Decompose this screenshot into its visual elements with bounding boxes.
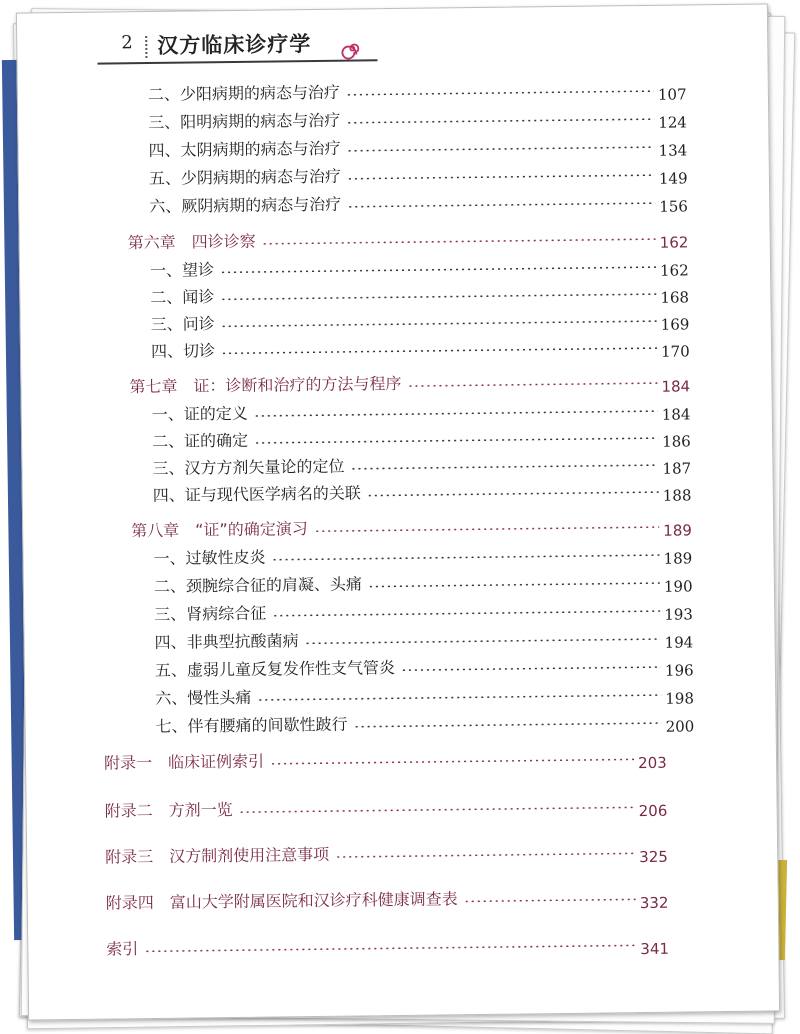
toc-item-row xyxy=(151,332,711,365)
toc-label: 一、望诊 xyxy=(149,260,215,281)
toc-item-row xyxy=(149,187,709,220)
table-of-contents xyxy=(17,4,779,1019)
toc-item-row xyxy=(155,707,715,740)
toc-label: 附录一 临床证例索引 xyxy=(103,751,265,773)
toc-label: 一、证的定义 xyxy=(151,403,248,424)
toc-page-number: 206 xyxy=(638,801,668,821)
leader-dots xyxy=(346,90,654,96)
toc-page-number: 198 xyxy=(665,689,695,708)
leader-dots xyxy=(347,146,655,152)
leader-dots xyxy=(273,610,661,617)
toc-label: 二、少阳病期的病态与治疗 xyxy=(147,82,340,105)
toc-chapter-row xyxy=(106,929,718,962)
leader-dots xyxy=(272,554,660,561)
leader-dots xyxy=(401,666,661,671)
leader-dots xyxy=(221,347,657,354)
toc-item-row xyxy=(149,159,709,192)
toc-label: 六、慢性头痛 xyxy=(155,687,252,708)
toc-page-number: 124 xyxy=(658,113,688,132)
leader-dots xyxy=(254,410,658,417)
toc-page-number: 332 xyxy=(639,893,669,913)
toc-chapter-row xyxy=(105,837,717,870)
leader-dots xyxy=(367,491,659,497)
toc-label: 索引 xyxy=(106,939,139,959)
toc-page-number: 134 xyxy=(658,141,688,160)
toc-page-number: 184 xyxy=(661,377,691,396)
leader-dots xyxy=(220,266,656,273)
leader-dots xyxy=(262,238,656,245)
toc-page-number: 187 xyxy=(662,459,692,478)
leader-dots xyxy=(354,722,662,728)
toc-page-number: 170 xyxy=(660,342,690,361)
toc-label: 四、太阴病期的病态与治疗 xyxy=(148,138,341,161)
toc-page-number: 194 xyxy=(664,633,694,652)
toc-label: 二、证的确定 xyxy=(152,430,249,451)
leader-dots xyxy=(351,464,659,470)
book-title: 汉方临床诊疗学 xyxy=(157,32,312,58)
leader-dots xyxy=(347,174,655,180)
toc-label: 四、证与现代医学病名的关联 xyxy=(152,483,361,505)
leader-dots xyxy=(258,694,662,701)
toc-item-row xyxy=(155,679,715,712)
toc-page-number: 196 xyxy=(664,661,694,680)
toc-label: 一、过敏性皮炎 xyxy=(153,547,266,568)
leader-dots xyxy=(239,806,635,813)
toc-label: 第六章 四诊诊察 xyxy=(127,231,256,253)
toc-label: 三、阳明病期的病态与治疗 xyxy=(148,110,341,133)
toc-page-number: 107 xyxy=(657,85,687,104)
toc-page-number: 190 xyxy=(663,577,693,596)
leader-dots xyxy=(348,202,656,208)
toc-page-number: 169 xyxy=(660,315,690,334)
leader-dots xyxy=(254,437,658,444)
toc-item-row xyxy=(154,623,714,656)
toc-label: 附录二 方剂一览 xyxy=(104,800,233,821)
toc-item-row xyxy=(154,567,714,600)
toc-page xyxy=(16,3,780,1020)
toc-page-number: 193 xyxy=(664,605,694,624)
toc-page-number: 162 xyxy=(659,233,689,252)
toc-label: 四、切诊 xyxy=(150,341,216,362)
toc-item-row xyxy=(153,539,713,572)
toc-label: 五、虚弱儿童反复发作性支气管炎 xyxy=(154,658,396,680)
toc-label: 三、汉方方剂矢量论的定位 xyxy=(152,456,345,478)
leader-dots xyxy=(305,638,661,644)
toc-page-number: 168 xyxy=(660,288,690,307)
toc-label: 第八章 “证”的确定演习 xyxy=(131,519,308,541)
toc-item-row xyxy=(154,595,714,628)
toc-label: 附录四 富山大学附属医院和汉诊疗科健康调查表 xyxy=(105,889,458,913)
toc-item-row xyxy=(155,651,715,684)
toc-item-row xyxy=(148,103,708,136)
toc-page-number: 200 xyxy=(665,717,695,736)
toc-label: 六、厥阴病期的病态与治疗 xyxy=(149,194,342,217)
toc-chapter-row xyxy=(104,791,716,824)
toc-item-row xyxy=(148,75,708,108)
toc-page-number: 184 xyxy=(661,405,691,424)
toc-label: 四、非典型抗酸菌病 xyxy=(154,631,299,652)
toc-item-row xyxy=(148,131,708,164)
page-number: 2 xyxy=(121,32,133,54)
leader-dots xyxy=(368,582,660,588)
toc-chapter-row xyxy=(106,883,718,916)
leader-dots xyxy=(145,944,637,952)
leader-dots xyxy=(314,526,659,532)
leader-dots xyxy=(270,758,634,764)
leader-dots xyxy=(408,382,658,387)
toc-page-number: 189 xyxy=(663,549,693,568)
leader-dots xyxy=(221,320,657,327)
toc-page-number: 325 xyxy=(639,847,668,867)
toc-label: 三、问诊 xyxy=(150,314,215,335)
leader-dots xyxy=(464,898,636,902)
toc-page-number: 162 xyxy=(659,261,689,280)
toc-chapter-row xyxy=(104,743,716,776)
toc-page-number: 189 xyxy=(663,521,692,540)
toc-label: 附录三 汉方制剂使用注意事项 xyxy=(105,844,330,867)
toc-label: 二、闻诊 xyxy=(150,287,215,308)
toc-page-number: 149 xyxy=(658,169,688,188)
toc-page-number: 186 xyxy=(662,432,691,451)
toc-page-number: 188 xyxy=(662,486,692,505)
toc-label: 七、伴有腰痛的间歇性跛行 xyxy=(155,714,348,736)
leader-dots xyxy=(347,118,655,124)
toc-page-number: 203 xyxy=(637,753,667,773)
toc-item-row xyxy=(153,476,713,509)
toc-label: 第七章 证：诊断和治疗的方法与程序 xyxy=(129,373,402,397)
toc-page-number: 341 xyxy=(640,939,670,959)
toc-label: 五、少阴病期的病态与治疗 xyxy=(148,166,342,189)
leader-dots xyxy=(335,852,635,858)
toc-label: 三、肾病综合征 xyxy=(154,603,267,624)
leader-dots xyxy=(221,293,657,300)
toc-label: 二、颈腕综合征的肩凝、头痛 xyxy=(153,574,363,596)
toc-page-number: 156 xyxy=(659,197,689,216)
